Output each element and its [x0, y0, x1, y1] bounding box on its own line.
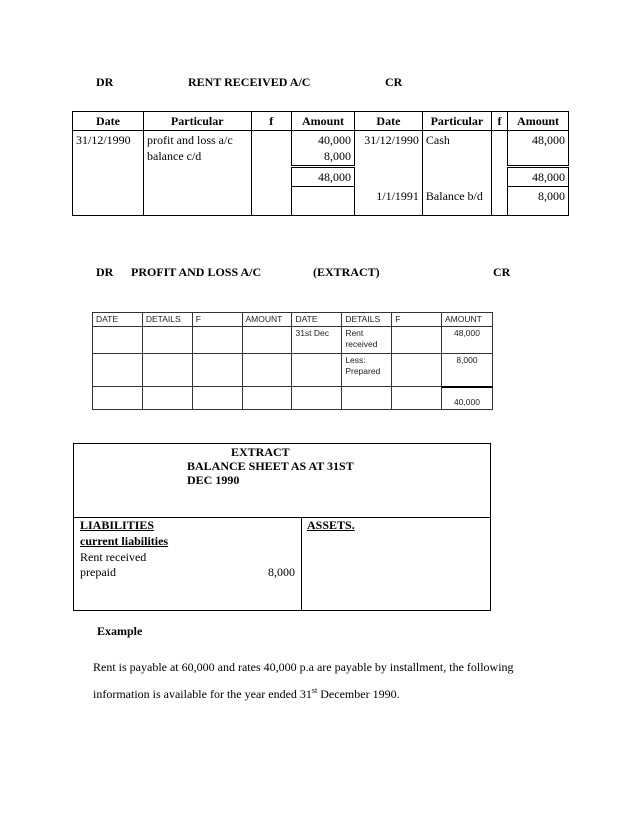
rent-account-cr-label: CR: [385, 75, 403, 89]
credit-date-2: 1/1/1991: [354, 187, 422, 216]
credit-amount-2: 8,000: [508, 187, 569, 216]
example-line-1: Rent is payable at 60,000 and rates 40,000 p.a are payable by installment, the following: [93, 660, 514, 674]
example-line-2: [93, 680, 400, 705]
balance-sheet-divider: [301, 517, 302, 610]
pl-rent-received: Rent received: [342, 327, 392, 354]
header-date: Date: [73, 112, 144, 131]
pl-header-date: DATE: [93, 313, 143, 327]
credit-amount-1: 48,000: [508, 131, 569, 167]
pl-row: [93, 354, 493, 387]
pl-cell: [242, 387, 292, 410]
balance-sheet-title-3: DEC 1990: [187, 473, 240, 487]
pl-total: 40,000: [441, 387, 492, 410]
pl-header-amount: AMOUNT: [441, 313, 492, 327]
pl-header-date: DATE: [292, 313, 342, 327]
pl-header-amount: AMOUNT: [242, 313, 292, 327]
example-heading: Example: [97, 624, 143, 638]
assets-heading: ASSETS.: [307, 518, 355, 532]
header-date: Date: [354, 112, 422, 131]
pl-cell: [392, 354, 442, 387]
profit-loss-extract-table: [92, 312, 493, 410]
example-line-2-sup: st: [311, 686, 318, 695]
pl-header-folio: F: [392, 313, 442, 327]
header-folio: f: [491, 112, 507, 131]
header-amount: Amount: [292, 112, 355, 131]
pl-cell: [142, 327, 192, 354]
debit-folio: [251, 131, 292, 216]
pl-row: [93, 387, 493, 410]
pl-less-prepared: Less: Prepared: [342, 354, 392, 387]
pl-cell: [242, 327, 292, 354]
header-folio: f: [251, 112, 292, 131]
pl-cell: [93, 354, 143, 387]
pl-cell: [142, 387, 192, 410]
debit-total: 48,000: [292, 167, 355, 187]
balance-sheet-title-2: BALANCE SHEET AS AT 31ST: [187, 459, 354, 473]
rent-received-ledger: [72, 111, 569, 216]
balance-sheet-title-1: EXTRACT: [231, 445, 290, 459]
pl-cell: [142, 354, 192, 387]
pl-dr-label: DR: [96, 265, 114, 279]
credit-particular-spacer: [422, 167, 491, 187]
pl-extract-label: (EXTRACT): [313, 265, 380, 279]
credit-particular-1: Cash: [422, 131, 491, 167]
credit-total: 48,000: [508, 167, 569, 187]
debit-amount-2: 8,000: [323, 149, 351, 163]
pl-amount-2: 8,000: [441, 354, 492, 387]
pl-title: PROFIT AND LOSS A/C: [131, 265, 262, 279]
pl-cell: [392, 327, 442, 354]
pl-header-details: DETAILS: [142, 313, 192, 327]
pl-cr-label: CR: [493, 265, 511, 279]
debit-particular-2: balance c/d: [147, 149, 202, 163]
balance-sheet-box: [73, 443, 491, 611]
pl-cell: [292, 354, 342, 387]
pl-cell: [192, 354, 242, 387]
pl-credit-date: 31st Dec: [292, 327, 342, 354]
pl-cell: [192, 387, 242, 410]
example-line-2-end: December 1990.: [317, 687, 400, 701]
debit-particular-1: profit and loss a/c: [147, 133, 233, 147]
pl-cell: [292, 387, 342, 410]
pl-header-details: DETAILS: [342, 313, 392, 327]
pl-cell: [192, 327, 242, 354]
pl-header-row: [93, 313, 493, 327]
credit-date-1: 31/12/1990: [354, 131, 422, 167]
balance-sheet-title-area: [74, 444, 490, 518]
pl-cell: [392, 387, 442, 410]
debit-date: 31/12/1990: [73, 131, 144, 216]
current-liabilities-heading: current liabilities: [80, 534, 169, 548]
ledger-row: [73, 131, 569, 167]
debit-particulars: [144, 131, 252, 216]
prepaid-amount: 8,000: [268, 565, 295, 579]
pl-amount-1: 48,000: [441, 327, 492, 354]
pl-row: [93, 327, 493, 354]
example-line-2-start: information is available for the year ended 31: [93, 687, 312, 701]
rent-account-dr-label: DR: [96, 75, 114, 89]
pl-cell: [342, 387, 392, 410]
pl-cell: [93, 327, 143, 354]
rent-account-title: RENT RECEIVED A/C: [188, 75, 311, 89]
debit-amount-1: 40,000: [317, 133, 351, 147]
pl-cell: [242, 354, 292, 387]
credit-date-spacer: [354, 167, 422, 187]
ledger-header-row: [73, 112, 569, 131]
liabilities-heading: LIABILITIES: [80, 518, 155, 532]
rent-received-label: Rent received: [80, 550, 147, 564]
credit-folio: [491, 131, 507, 216]
debit-amounts: [292, 131, 355, 167]
header-particular: Particular: [422, 112, 491, 131]
credit-particular-2: Balance b/d: [422, 187, 491, 216]
pl-cell: [93, 387, 143, 410]
prepaid-label: prepaid: [80, 565, 116, 579]
debit-amount-spacer: [292, 187, 355, 216]
header-amount: Amount: [508, 112, 569, 131]
header-particular: Particular: [144, 112, 252, 131]
pl-header-folio: F: [192, 313, 242, 327]
